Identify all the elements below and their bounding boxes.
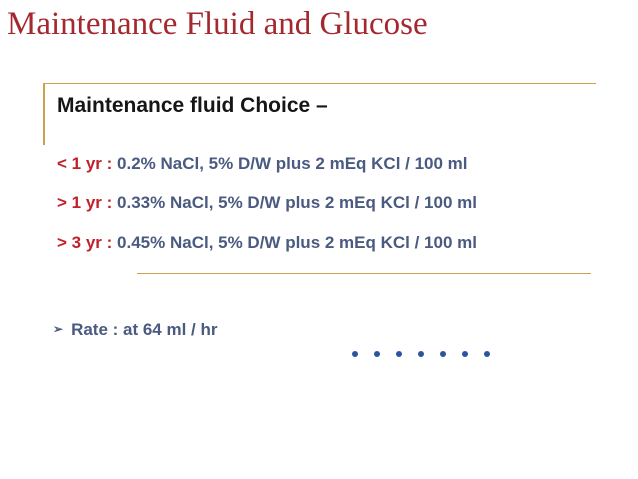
age-label: > 3 yr : bbox=[57, 233, 113, 252]
ellipsis-dots bbox=[352, 351, 490, 357]
rate-bullet-item bbox=[53, 320, 218, 340]
dot-icon bbox=[484, 351, 490, 357]
age-label: > 1 yr : bbox=[57, 193, 113, 212]
fluid-row-2 bbox=[57, 193, 477, 213]
dot-icon bbox=[462, 351, 468, 357]
rate-text: Rate : at 64 ml / hr bbox=[71, 320, 218, 339]
frame-left-line bbox=[43, 83, 45, 145]
dot-icon bbox=[418, 351, 424, 357]
dot-icon bbox=[440, 351, 446, 357]
dot-icon bbox=[352, 351, 358, 357]
age-label: < 1 yr : bbox=[57, 154, 113, 173]
dot-icon bbox=[396, 351, 402, 357]
frame-top-line bbox=[43, 83, 596, 84]
dose-text: 0.45% NaCl, 5% D/W plus 2 mEq KCl / 100 ml bbox=[117, 233, 477, 252]
frame-bottom-line bbox=[137, 273, 591, 274]
dose-text: 0.33% NaCl, 5% D/W plus 2 mEq KCl / 100 ml bbox=[117, 193, 477, 212]
dose-text: 0.2% NaCl, 5% D/W plus 2 mEq KCl / 100 ml bbox=[117, 154, 468, 173]
section-heading: Maintenance fluid Choice – bbox=[57, 94, 328, 117]
slide-title: Maintenance Fluid and Glucose bbox=[7, 6, 428, 42]
fluid-row-3 bbox=[57, 233, 477, 253]
arrow-bullet-icon: ➢ bbox=[53, 322, 64, 336]
fluid-row-1 bbox=[57, 154, 468, 174]
dot-icon bbox=[374, 351, 380, 357]
